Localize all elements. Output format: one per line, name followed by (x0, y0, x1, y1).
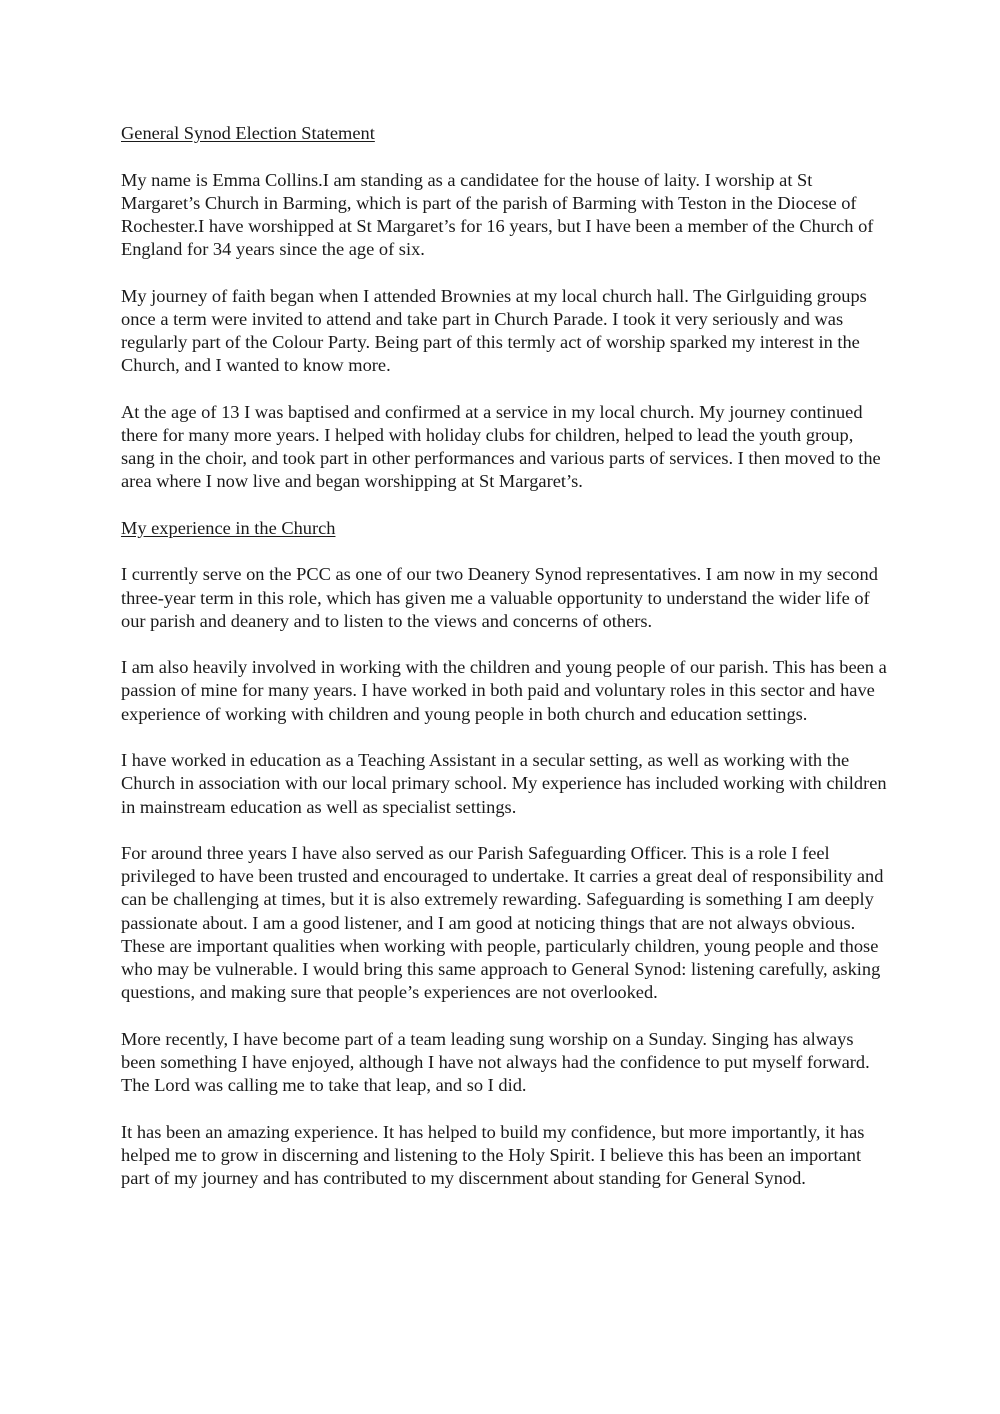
paragraph-gap (121, 726, 891, 749)
document-title: General Synod Election Statement (121, 123, 375, 143)
paragraph-introduction: My name is Emma Collins.I am standing as a candidatee for the house of laity. I worship at St Margaret’s Church in Barming, which is part of the parish of Barming with Teston in the Diocese of Rochester.I have worshipped at St Margaret’s for 16 years, but I have been a member of the Church of England for 34 years since the age of six. (121, 169, 874, 260)
document-body (121, 122, 891, 1190)
paragraph-amazing-experience: It has been an amazing experience. It has helped to build my confidence, but more importantly, it has helped me to grow in discerning and listening to the Holy Spirit. I believe this has been an important part of my journey and has contributed to my discernment about standing for General Synod. (121, 1121, 865, 1189)
paragraph-gap (121, 1097, 891, 1120)
paragraph-baptism: At the age of 13 I was baptised and confirmed at a service in my local church. My journey continued there for many more years. I helped with holiday clubs for children, helped to lead the youth group, sang in the choir, and took part in other performances and various parts of services. I then moved to the area where I now live and began worshipping at St Margaret’s. (121, 401, 881, 492)
paragraph-gap (121, 145, 891, 168)
paragraph-gap (121, 1004, 891, 1027)
paragraph-gap (121, 819, 891, 842)
paragraph-children-young-people: I am also heavily involved in working with the children and young people of our parish. This has been a passion of mine for many years. I have worked in both paid and voluntary roles in this sector and have experience of working with children and young people in both church and education settings. (121, 657, 887, 724)
paragraph-gap (121, 261, 891, 284)
paragraph-safeguarding: For around three years I have also served as our Parish Safeguarding Officer. This is a role I feel privileged to have been trusted and encouraged to undertake. It carries a great deal of responsibility and can be challenging at times, but it is also extremely rewarding. Safeguarding is something I am deeply passionate about. I am a good listener, and I am good at noticing things that are not always obvious. These are important qualities when working with people, particularly children, young people and those who may be vulnerable. I would bring this same approach to General Synod: listening carefully, asking questions, and making sure that people’s experiences are not overlooked. (121, 843, 884, 1003)
paragraph-gap (121, 377, 891, 400)
paragraph-gap (121, 494, 891, 517)
paragraph-gap (121, 540, 891, 563)
paragraph-sung-worship: More recently, I have become part of a team leading sung worship on a Sunday. Singing has always been something I have enjoyed, although I have not always had the confidence to put myself forward. The Lord was calling me to take that leap, and so I did. (121, 1028, 870, 1096)
paragraph-pcc-role: I currently serve on the PCC as one of our two Deanery Synod representatives. I am now in my second three-year term in this role, which has given me a valuable opportunity to understand the wider life of our parish and deanery and to listen to the views and concerns of others. (121, 564, 878, 631)
paragraph-education: I have worked in education as a Teaching Assistant in a secular setting, as well as working with the Church in association with our local primary school. My experience has included working with children in mainstream education as well as specialist settings. (121, 750, 887, 817)
experience-heading: My experience in the Church (121, 517, 336, 538)
paragraph-gap (121, 633, 891, 656)
paragraph-journey-of-faith: My journey of faith began when I attended Brownies at my local church hall. The Girlguiding groups once a term were invited to attend and take part in Church Parade. I took it very seriously and was regularly part of the Colour Party. Being part of this termly act of worship sparked my interest in the Church, and I wanted to know more. (121, 285, 867, 376)
